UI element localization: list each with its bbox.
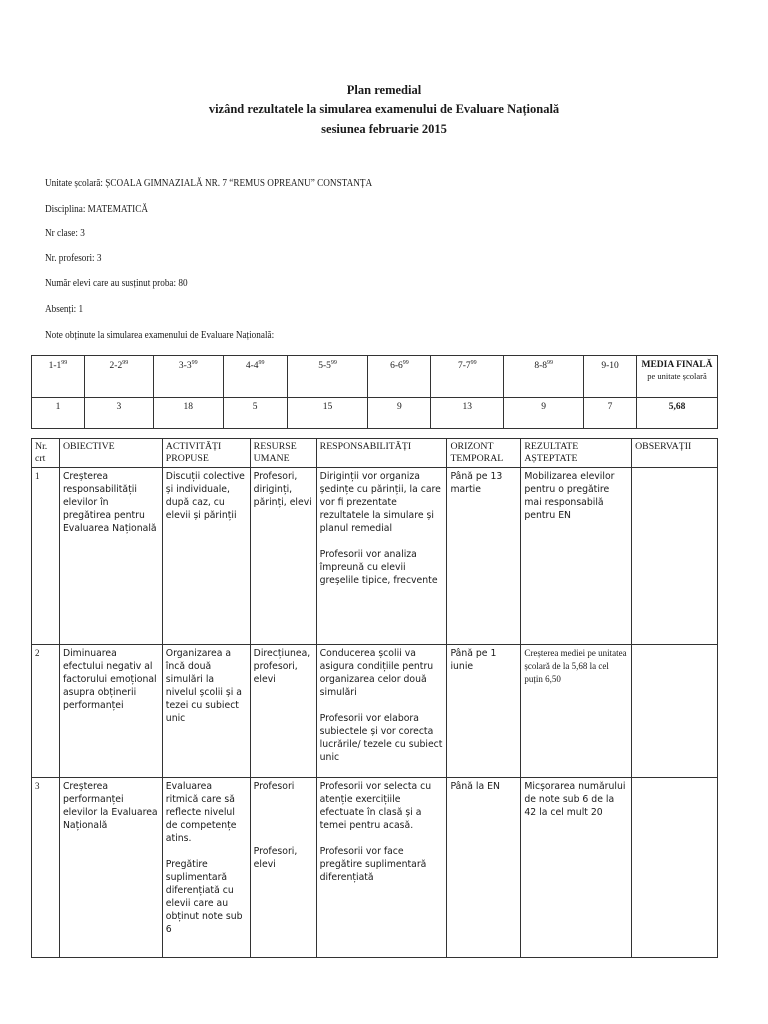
header-observatii: OBSERVAȚII (632, 439, 718, 468)
info-classes: Nr clase: 3 (45, 228, 85, 239)
row-number: 2 (32, 645, 60, 778)
header-nr: Nr. crt (32, 439, 60, 468)
grade-range-cell: $5-5^{99}$ (287, 356, 368, 398)
info-absent: Absenți: 1 (45, 304, 84, 315)
responsibilities-cell: Profesorii vor selecta cu atenție exercițiile efectuate în clasă și a temei pentru acasă. Profesorii vor face pregătire suplimentară diferențiată (316, 778, 447, 958)
info-teachers: Nr. profesori: 3 (45, 253, 102, 264)
table-row (32, 645, 718, 778)
objective-cell: Creșterea responsabilității elevilor în pregătirea pentru Evaluarea Națională (59, 468, 162, 645)
header-resurse: RESURSE UMANE (250, 439, 316, 468)
responsibilities-cell: Conducerea școlii va asigura condițiile pentru organizarea celor două simulări Profesorii vor elabora subiectele și vor corecta lucrările/ tezele cu subiect unic (316, 645, 447, 778)
document-subtitle: vizând rezultatele la simularea examenului de Evaluare Națională (208, 102, 560, 116)
expected-results-cell: Micșorarea numărului de note sub 6 de la 42 la cel mult 20 (521, 778, 632, 958)
grade-range-cell: $3-3^{99}$ (153, 356, 223, 398)
final-average-value: 5,68 (637, 398, 718, 429)
expected-results-cell: Mobilizarea elevilor pentru o pregătire mai responsabilă pentru EN (521, 468, 632, 645)
observations-cell (632, 645, 718, 778)
grade-count-cell: 7 (584, 398, 637, 429)
responsibilities-cell: Diriginții vor organiza ședințe cu părinții, la care vor fi prezentate rezultatele la simulare și planul remedial Profesorii vor analiza împreună cu elevii greșelile tipice, frecvente (316, 468, 447, 645)
grade-count-cell: 9 (504, 398, 584, 429)
grade-range-cell: $8-8^{99}$ (504, 356, 584, 398)
observations-cell (632, 468, 718, 645)
resources-cell: Direcțiunea, profesori, elevi (250, 645, 316, 778)
document-session: sesiunea februarie 2015 (321, 122, 447, 136)
resources-cell: Profesori, diriginți, părinți, elevi (250, 468, 316, 645)
activities-cell: Discuții colective și individuale, după caz, cu elevii și părinții (162, 468, 250, 645)
grade-count-cell: 1 (32, 398, 85, 429)
activities-cell: Evaluarea ritmică care să reflecte nivelul de competențe atins. Pregătire suplimentară diferențiată cu elevii care au obținut note sub 6 (162, 778, 250, 958)
timeframe-cell: Până la EN (447, 778, 521, 958)
grade-range-cell: $4-4^{99}$ (223, 356, 287, 398)
row-number: 1 (32, 468, 60, 645)
grade-range-cell: 9-10 (584, 356, 637, 398)
info-notes-title: Note obținute la simularea examenului de Evaluare Națională: (45, 330, 275, 341)
timeframe-cell: Până pe 13 martie (447, 468, 521, 645)
info-school: Unitate școlară: ȘCOALA GIMNAZIALĂ NR. 7 “REMUS OPREANU” CONSTANȚA (45, 178, 373, 189)
row-number: 3 (32, 778, 60, 958)
header-obiective: OBIECTIVE (59, 439, 162, 468)
document-title: Plan remedial (346, 83, 422, 97)
grade-count-cell: 9 (368, 398, 431, 429)
plan-header-row (32, 439, 718, 468)
grade-count-cell: 15 (287, 398, 368, 429)
table-row (32, 468, 718, 645)
timeframe-cell: Până pe 1 iunie (447, 645, 521, 778)
final-average-header: MEDIA FINALĂ pe unitate școlară (637, 356, 718, 398)
grade-range-cell: $2-2^{99}$ (84, 356, 153, 398)
expected-results-cell: Creșterea mediei pe unitatea școlară de la 5,68 la cel puțin 6,50 (521, 645, 632, 778)
grade-range-cell: $6-6^{99}$ (368, 356, 431, 398)
notes-header-row (32, 356, 718, 398)
table-row (32, 778, 718, 958)
remedial-plan-table (31, 438, 718, 958)
notes-values-row (32, 398, 718, 429)
objective-cell: Creșterea performanței elevilor la Evaluarea Națională (59, 778, 162, 958)
header-orizont: ORIZONT TEMPORAL (447, 439, 521, 468)
header-responsabilitati: RESPONSABILITĂȚI (316, 439, 447, 468)
activities-cell: Organizarea a încă două simulări la nivelul școlii și a tezei cu subiect unic (162, 645, 250, 778)
info-discipline: Disciplina: MATEMATICĂ (45, 204, 148, 215)
grade-count-cell: 18 (153, 398, 223, 429)
observations-cell (632, 778, 718, 958)
resources-cell: Profesori Profesori, elevi (250, 778, 316, 958)
notes-table (31, 355, 718, 429)
grade-range-cell: $1-1^{99}$ (32, 356, 85, 398)
grade-count-cell: 5 (223, 398, 287, 429)
header-activitati: ACTIVITĂȚI PROPUSE (162, 439, 250, 468)
header-rezultate: REZULTATE AȘTEPTATE (521, 439, 632, 468)
grade-range-cell: $7-7^{99}$ (431, 356, 504, 398)
grade-count-cell: 3 (84, 398, 153, 429)
info-students: Număr elevi care au susținut proba: 80 (45, 278, 188, 289)
grade-count-cell: 13 (431, 398, 504, 429)
objective-cell: Diminuarea efectului negativ al factorului emoțional asupra obținerii performanței (59, 645, 162, 778)
